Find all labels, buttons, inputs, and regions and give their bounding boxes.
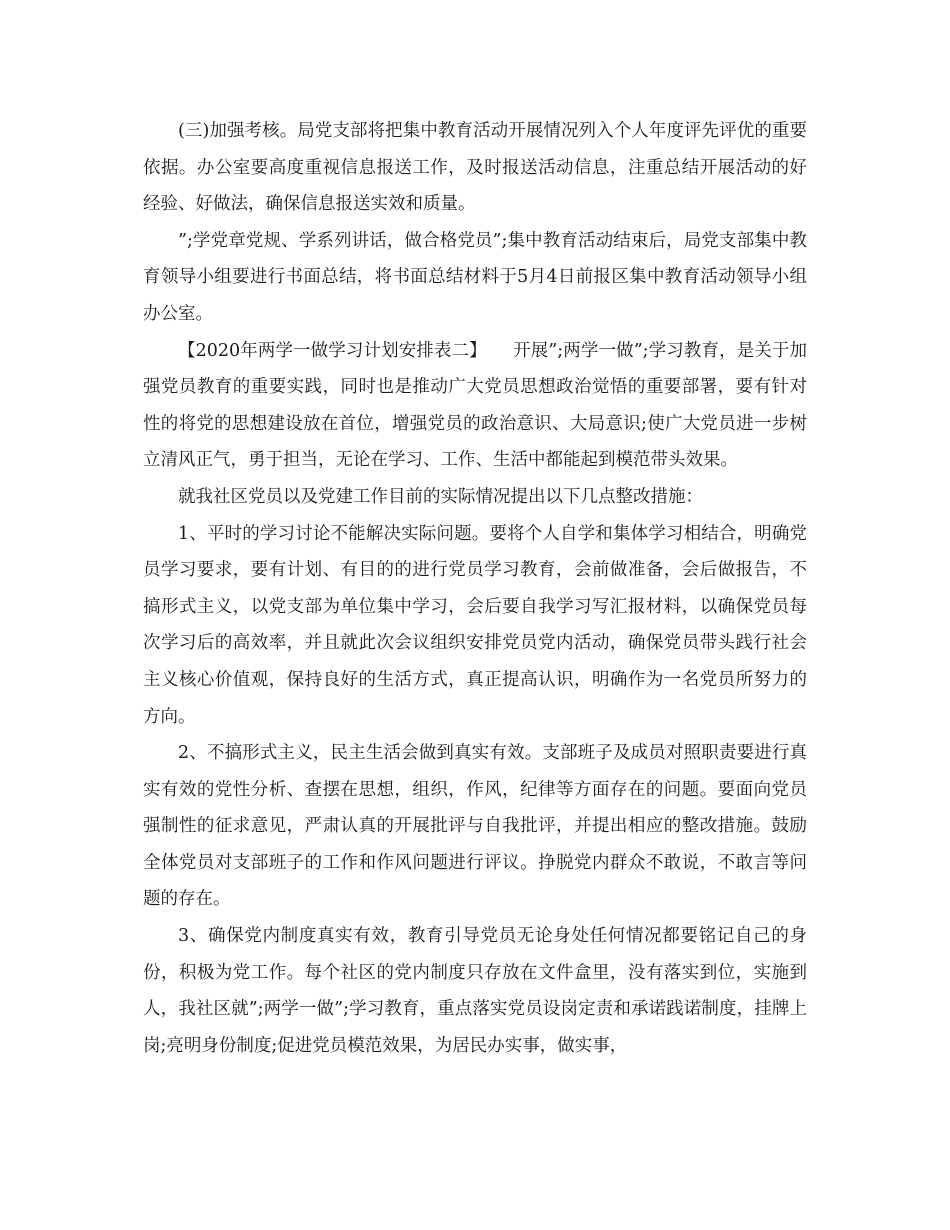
paragraph-plan-intro: 【2020年两学一做学习计划安排表二】 开展”;两学一做”;学习教育，是关于加强党员教育的重要实践，同时也是推动广大党员思想政治觉悟的重要部署，要有针对性的将党的思想建设放在首位，增强党员的政治意识、大局意识;使广大党员进一步树立清风正气，勇于担当，无论在学习、工作、生活中都能起到模范带头效果。 <box>143 340 807 471</box>
paragraph-summary: ”;学党章党规、学系列讲话，做合格党员”;集中教育活动结束后，局党支部集中教育领导小组要进行书面总结，将书面总结材料于5月4日前报区集中教育活动领导小组办公室。 <box>143 230 807 324</box>
paragraph-assessment: (三)加强考核。局党支部将把集中教育活动开展情况列入个人年度评先评优的重要依据。办公室要高度重视信息报送工作，及时报送活动信息，注重总结开展活动的好经验、好做法，确保信息报送实效和质量。 <box>143 121 807 215</box>
paragraph-measure-1: 1、平时的学习讨论不能解决实际问题。要将个人自学和集体学习相结合，明确党员学习要求，要有计划、有目的的进行党员学习教育，会前做准备，会后做报告，不搞形式主义，以党支部为单位集中学习，会后要自我学习写汇报材料，以确保党员每次学习后的高效率，并且就此次会议组织安排党员党内活动，确保党员带头践行社会主义核心价值观，保持良好的生活方式，真正提高认识，明确作为一名党员所努力的方向。 <box>143 523 807 727</box>
document-body <box>143 113 807 1064</box>
paragraph-measure-3: 3、确保党内制度真实有效，教育引导党员无论身处任何情况都要铭记自己的身份，积极为党工作。每个社区的党内制度只存放在文件盒里，没有落实到位，实施到人，我社区就”;两学一做”;学习教育，重点落实党员设岗定责和承诺践诺制度，挂牌上岗;亮明身份制度;促进党员模范效果，为居民办实事，做实事， <box>143 926 807 1056</box>
paragraph-measures-intro: 就我社区党员以及党建工作目前的实际情况提出以下几点整改措施： <box>178 486 703 507</box>
paragraph-measure-2: 2、不搞形式主义，民主生活会做到真实有效。支部班子及成员对照职责要进行真实有效的党性分析、查摆在思想，组织，作风，纪律等方面存在的问题。要面向党员强制性的征求意见，严肃认真的开展批评与自我批评，并提出相应的整改措施。鼓励全体党员对支部班子的工作和作风问题进行评议。挣脱党内群众不敢说，不敢言等问题的存在。 <box>143 743 807 910</box>
